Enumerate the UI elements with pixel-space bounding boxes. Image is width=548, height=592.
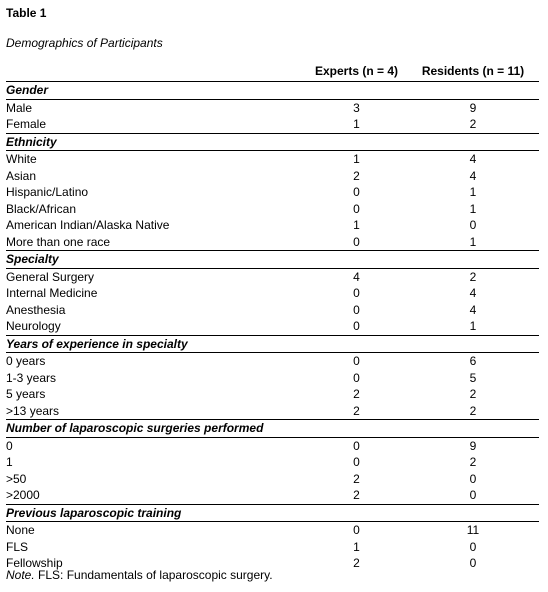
table-row	[6, 353, 539, 370]
residents-value: 1	[469, 319, 477, 333]
table-row	[6, 471, 539, 488]
row-label: American Indian/Alaska Native	[6, 218, 170, 232]
section-header-row	[6, 335, 539, 353]
experts-value: 0	[353, 201, 360, 216]
residents-value: 6	[469, 354, 477, 368]
table-row	[6, 168, 539, 185]
row-label: Neurology	[6, 319, 61, 333]
residents-value: 0	[469, 539, 477, 554]
residents-value: 4	[469, 286, 477, 300]
table-row	[6, 99, 539, 116]
table-row	[6, 217, 539, 234]
row-label: Female	[6, 117, 47, 131]
table-body	[6, 82, 539, 572]
residents-value: 0	[469, 218, 477, 232]
table-row	[6, 234, 539, 251]
residents-value: 1	[469, 201, 477, 216]
table-row	[6, 116, 539, 133]
note-prefix: Note.	[6, 568, 35, 582]
row-label: Hispanic/Latino	[6, 185, 89, 199]
residents-value: 0	[469, 556, 477, 570]
experts-value: 2	[353, 471, 360, 486]
header-label-column	[6, 62, 306, 82]
experts-value: 3	[353, 100, 360, 115]
row-label: Black/African	[6, 201, 77, 216]
row-label: 0 years	[6, 354, 46, 368]
residents-value: 2	[469, 455, 477, 469]
section-title: Number of laparoscopic surgeries performed	[6, 420, 539, 438]
experts-value: 1	[353, 539, 360, 554]
residents-value: 4	[469, 168, 477, 183]
table-row	[6, 302, 539, 319]
table-row	[6, 437, 539, 454]
residents-value: 2	[469, 403, 477, 418]
row-label: Fellowship	[6, 556, 63, 570]
section-title: Ethnicity	[6, 133, 539, 151]
table-label: Table 1	[6, 6, 47, 20]
row-label: >50	[6, 471, 27, 486]
table-row	[6, 151, 539, 168]
residents-value: 9	[469, 100, 477, 115]
row-label: Internal Medicine	[6, 286, 98, 300]
row-label: 1-3 years	[6, 370, 57, 385]
table-row	[6, 454, 539, 471]
table-row	[6, 184, 539, 201]
section-header-row	[6, 420, 539, 438]
demographics-table	[6, 62, 539, 572]
section-header-row	[6, 133, 539, 151]
row-label: Anesthesia	[6, 302, 66, 317]
experts-value: 2	[353, 403, 360, 418]
experts-value: 0	[353, 438, 360, 453]
section-header-row	[6, 82, 539, 100]
residents-value: 0	[469, 488, 477, 502]
table-row	[6, 403, 539, 420]
experts-value: 0	[353, 302, 360, 317]
row-label: >2000	[6, 488, 40, 502]
row-label: 5 years	[6, 387, 46, 401]
experts-value: 0	[353, 234, 360, 249]
experts-value: 2	[353, 168, 360, 183]
row-label: White	[6, 152, 37, 166]
residents-value: 9	[469, 438, 477, 453]
note-text: FLS: Fundamentals of laparoscopic surgery.	[34, 568, 273, 582]
experts-value: 1	[353, 117, 360, 131]
table-row	[6, 522, 539, 539]
header-experts-column: Experts (n = 4)	[306, 62, 407, 82]
row-label: Male	[6, 100, 33, 115]
residents-value: 2	[469, 117, 477, 131]
residents-value: 4	[469, 152, 477, 166]
table-row	[6, 268, 539, 285]
residents-value: 4	[469, 302, 477, 317]
experts-value: 0	[353, 370, 360, 385]
table-row	[6, 201, 539, 218]
table-header-row	[6, 62, 539, 82]
table-note	[6, 568, 273, 582]
row-label: Asian	[6, 168, 37, 183]
row-label: 0	[6, 438, 13, 453]
experts-value: 0	[353, 286, 360, 300]
experts-value: 2	[353, 556, 360, 570]
residents-value: 5	[469, 370, 477, 385]
table-row	[6, 370, 539, 387]
residents-value: 0	[469, 471, 477, 486]
section-header-row	[6, 504, 539, 522]
section-title: Previous laparoscopic training	[6, 504, 539, 522]
experts-value: 4	[353, 269, 360, 284]
table-row	[6, 285, 539, 302]
residents-value: 2	[469, 387, 477, 401]
experts-value: 0	[353, 185, 360, 199]
row-label: 1	[6, 455, 13, 469]
residents-value: 1	[469, 185, 477, 199]
experts-value: 0	[353, 455, 360, 469]
row-label: FLS	[6, 539, 29, 554]
row-label: General Surgery	[6, 269, 95, 284]
section-title: Specialty	[6, 251, 539, 269]
residents-value: 11	[466, 523, 480, 537]
experts-value: 0	[353, 319, 360, 333]
experts-value: 1	[353, 152, 360, 166]
row-label: >13 years	[6, 403, 60, 418]
experts-value: 1	[353, 218, 360, 232]
row-label: None	[6, 523, 35, 537]
residents-value: 2	[469, 269, 477, 284]
table-row	[6, 386, 539, 403]
table-row	[6, 539, 539, 556]
experts-value: 0	[353, 523, 360, 537]
residents-value: 1	[469, 234, 477, 249]
experts-value: 2	[353, 488, 360, 502]
section-title: Gender	[6, 82, 539, 100]
experts-value: 2	[353, 387, 360, 401]
section-title: Years of experience in specialty	[6, 335, 539, 353]
row-label: More than one race	[6, 234, 111, 249]
experts-value: 0	[353, 354, 360, 368]
header-residents-column: Residents (n = 11)	[407, 62, 539, 82]
table-caption: Demographics of Participants	[6, 36, 163, 50]
table-row	[6, 318, 539, 335]
table-row	[6, 487, 539, 504]
section-header-row	[6, 251, 539, 269]
